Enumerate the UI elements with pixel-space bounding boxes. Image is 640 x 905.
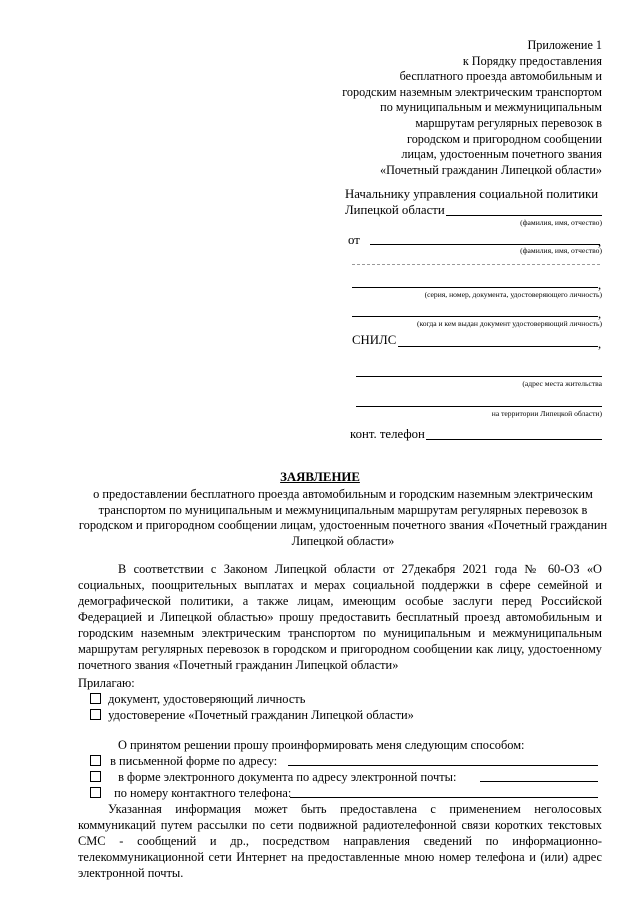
appendix-line: к Порядку предоставления [462,53,602,68]
comma: , [598,337,602,351]
appendix-line: городском и пригородном сообщении [407,131,602,146]
issued-field[interactable] [352,316,598,317]
checkbox[interactable] [90,709,101,720]
snils-label: СНИЛС [352,333,397,347]
addressee-line1: Начальнику управления социальной политики [345,187,599,201]
notify-option [90,785,291,801]
phone-label: конт. телефон [350,427,425,441]
hint-fio-2: (фамилия, имя, отчество) [520,246,602,255]
comma: , [598,235,602,249]
main-paragraph: В соответствии с Законом Липецкой области от 27декабря 2021 года № 60-ОЗ «О социальных, поощрительных выплатах и мерах социальной поддержки в сфере семейной и демографической политики, а также лицам, имеющим особые заслуги перед Российской Федерацией и Липецкой областью» прошу предоставить бесплатный проезд автомобильным и городским наземным электрическим транспортом по муниципальным и межмуниципальным маршрутам регулярных перевозок в городском и пригородном сообщении как лицу, удостоенному почетного звания «Почетный гражданин Липецкой области» [78,562,602,672]
hint-territory: на территории Липецкой области) [491,409,602,418]
comma: , [598,278,602,292]
notify-option-label: в форме электронного документа по адресу электронной почты: [118,770,457,784]
checkbox[interactable] [90,693,101,704]
attachment-item [90,707,414,723]
appendix-line: «Почетный гражданин Липецкой области» [379,162,602,177]
appendix-header [342,38,602,178]
hint-fio-1: (фамилия, имя, отчество) [520,218,602,227]
address-field[interactable] [356,376,602,377]
appendix-line: лицам, удостоенным почетного звания [401,147,602,162]
hint-issued: (когда и кем выдан документ удостоверяющий личность) [416,319,602,328]
from-label: от [348,233,360,247]
fio-extra-field[interactable] [352,264,600,265]
fio-field-1[interactable] [446,215,602,216]
postal-address-field[interactable] [288,765,598,766]
addressee-line2: Липецкой области [345,203,445,217]
checkbox[interactable] [90,771,101,782]
notify-option-label: в письменной форме по адресу: [110,754,278,768]
email-field[interactable] [480,781,598,782]
phone-field[interactable] [426,439,602,440]
appendix-line: по муниципальным и межмуниципальным [380,100,602,115]
contact-phone-field[interactable] [290,797,598,798]
fio-field-2[interactable] [370,244,600,245]
hint-document: (серия, номер, документа, удостоверяющего личность) [424,290,602,299]
document-field[interactable] [352,287,598,288]
footer-paragraph: Указанная информация может быть предоставлена с применением неголосовых коммуникаций путем рассылки по сети подвижной радиотелефонной связи коротких текстовых СМС - сообщений и др., посредством направления сведений по информационно-телекоммуникационной сети Интернет на предоставленные мною номер телефона и (или) адрес электронной почты. [78,802,602,880]
checkbox[interactable] [90,755,101,766]
appendix-line: бесплатного проезда автомобильным и [399,69,602,84]
snils-field[interactable] [398,346,598,347]
appendix-line: маршрутам регулярных перевозок в [415,115,602,130]
attachment-label: документ, удостоверяющий личность [108,692,306,706]
notify-option [90,753,277,769]
document-title: ЗАЯВЛЕНИЕ [280,470,360,484]
attachment-label: удостоверение «Почетный гражданин Липецкой области» [108,708,414,722]
document-subtitle: о предоставлении бесплатного проезда автомобильным и городским наземным электрическим транспортом по муниципальным и межмуниципальным маршрутам регулярных перевозок в городском и пригородном сообщении лицам, удостоенным почетного звания «Почетный гражданин Липецкой области» [78,487,608,548]
checkbox[interactable] [90,787,101,798]
notify-intro: О принятом решении прошу проинформировать меня следующим способом: [118,738,525,752]
appendix-line: Приложение 1 [527,38,602,52]
notify-option-label: по номеру контактного телефона: [114,786,292,800]
comma: , [598,307,602,321]
hint-address: (адрес места жительства [522,379,602,388]
attach-label: Прилагаю: [78,676,135,690]
attachment-item [90,691,305,707]
territory-field[interactable] [356,406,602,407]
notify-option [90,769,456,785]
appendix-line: городским наземным электрическим транспортом [342,84,602,99]
